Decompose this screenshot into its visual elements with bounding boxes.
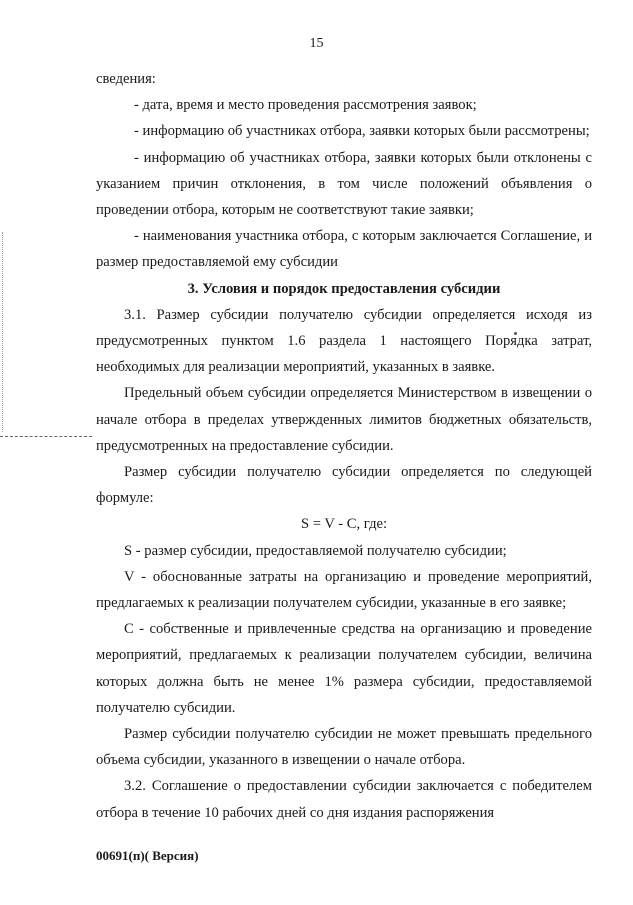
- list-item-rejected: - информацию об участниках отбора, заявки которых были отклонены с указанием причин отклонения, в том числе положений объявления о проведении отбора, которым не соответствуют такие заявки;: [96, 149, 592, 219]
- page-number: 15: [309, 36, 324, 51]
- margin-dashed-line: [0, 436, 92, 437]
- document-code: 00691(п)( Версия): [96, 848, 199, 863]
- list-item-date: - дата, время и место проведения рассмотрения заявок;: [134, 97, 477, 114]
- section-heading: 3. Условия и порядок предоставления субсидии: [187, 280, 501, 297]
- list-item-reviewed: - информацию об участниках отбора, заявки которых были рассмотрены;: [134, 123, 590, 140]
- margin-dotted-line: [2, 232, 4, 432]
- paragraph-max-subsidy: Размер субсидии получателю субсидии не может превышать предельного объема субсидии, указанного в извещении о начале отбора.: [96, 726, 592, 769]
- paragraph-limit: Предельный объем субсидии определяется Министерством в извещении о начале отбора в пределах утвержденных лимитов бюджетных обязательств, предусмотренных на предоставление субсидии.: [96, 385, 592, 454]
- paragraph-3-1: 3.1. Размер субсидии получателю субсидии определяется исходя из предусмотренных пунктом 1.6 раздела 1 настоящего Порядка затрат, необходимых для реализации мероприятий, указанных в заявке.: [96, 306, 592, 376]
- document-body: [96, 66, 592, 826]
- paragraph-3-2: 3.2. Соглашение о предоставлении субсидии заключается с победителем отбора в течение 10 рабочих дней со дня издания распоряжения: [96, 778, 592, 821]
- paragraph-formula-intro: Размер субсидии получателю субсидии определяется по следующей формуле:: [96, 464, 592, 507]
- formula: S = V - C, где:: [300, 516, 388, 533]
- definition-c: C - собственные и привлеченные средства на организацию и проведение мероприятий, предлагаемых к реализации получателем субсидии, величина которых должна быть не менее 1% размера субсидии, предоставляемой получателю субсидии.: [96, 621, 592, 716]
- list-item-winner: - наименования участника отбора, с которым заключается Соглашение, и размер предоставляемой ему субсидии: [96, 228, 592, 271]
- definition-v: V - обоснованные затраты на организацию и проведение мероприятий, предлагаемых к реализации получателем субсидии, указанные в его заявке;: [96, 568, 592, 612]
- definition-s: S - размер субсидии, предоставляемой получателю субсидии;: [124, 542, 507, 559]
- paragraph-intro: сведения:: [96, 71, 156, 87]
